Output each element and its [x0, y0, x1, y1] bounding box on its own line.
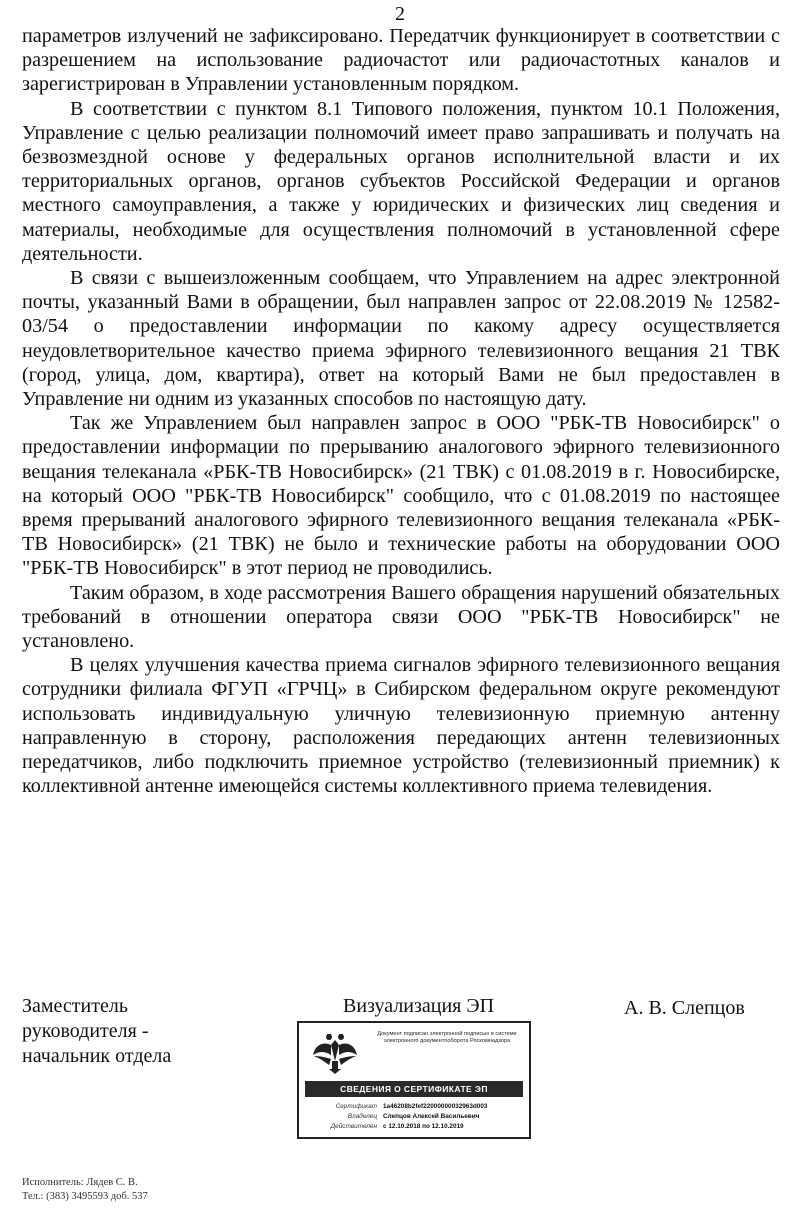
double-headed-eagle-icon [309, 1031, 361, 1075]
row-label: Владелец [347, 1113, 377, 1120]
certificate-row [305, 1102, 525, 1111]
certificate-row [305, 1122, 525, 1131]
paragraph: параметров излучений не зафиксировано. Передатчик функционирует в соответствии с разрешением на использование радиочастот или радиочастотных каналов и зарегистрирован в Управлении установленным порядком. [22, 25, 780, 96]
certificate-row [305, 1112, 525, 1121]
row-label: Действителен [330, 1123, 377, 1130]
position-line: руководителя - [22, 1020, 149, 1042]
executor-phone: Тел.: (383) 3495593 доб. 537 [22, 1191, 148, 1202]
e-signature-stamp [297, 1021, 531, 1139]
position-line: начальник отдела [22, 1045, 172, 1067]
signer-name: А. В. Слепцов [624, 997, 745, 1019]
position-line: Заместитель [22, 995, 128, 1017]
executor-name: Исполнитель: Лядев С. В. [22, 1177, 138, 1188]
certificate-header: СВЕДЕНИЯ О СЕРТИФИКАТЕ ЭП [305, 1081, 523, 1097]
row-value: Слепцов Алексей Васильевич [383, 1113, 480, 1120]
paragraph: В целях улучшения качества приема сигналов эфирного телевизионного вещания сотрудники филиала ФГУП «ГРЧЦ» в Сибирском федеральном округе рекомендуют использовать индивидуальную уличную телевизионную приемную антенну направленную в сторону, расположения передающих антенн телевизионных передатчиков, либо подключить приемное устройство (телевизионный приемник) к коллективной антенне имеющейся системы коллективного приема телевидения. [22, 654, 780, 798]
ep-visualization-label: Визуализация ЭП [343, 995, 495, 1017]
paragraph: Таким образом, в ходе рассмотрения Вашего обращения нарушений обязательных требований в отношении оператора связи ООО "РБК-ТВ Новосибирск" не установлено. [22, 581, 780, 653]
letter-body [22, 24, 780, 799]
paragraph: В соответствии с пунктом 8.1 Типового положения, пунктом 10.1 Положения, Управление с целью реализации полномочий имеет право запрашивать и получать на безвозмездной основе у федеральных органов исполнительной власти и их территориальных органов, органов субъектов Российской Федерации и органов местного самоуправления, а также у юридических и физических лиц сведения и материалы, необходимые для осуществления полномочий в установленной сфере деятельности. [22, 97, 780, 265]
row-value: 1a46208b2fef22000000032963d003 [383, 1103, 488, 1110]
paragraph: В связи с вышеизложенным сообщаем, что Управлением на адрес электронной почты, указанный Вами в обращении, был направлен запрос от 22.08.2019 № 12582-03/54 о предоставлении информации по какому адресу осуществляется неудовлетворительное качество приема эфирного телевизионного вещания 21 ТВК (город, улица, дом, квартира), ответ на который Вами не был предоставлен в Управление ни одним из указанных способов по настоящую дату. [22, 267, 780, 411]
row-value: с 12.10.2018 по 12.10.2019 [383, 1123, 464, 1130]
executor-footer [22, 1176, 148, 1204]
signatory-position [22, 994, 171, 1069]
paragraph: Так же Управлением был направлен запрос в ООО "РБК-ТВ Новосибирск" о предоставлении информации по прерыванию аналогового эфирного телевизионного вещания телеканала «РБК-ТВ Новосибирск» (21 ТВК) с 01.08.2019 в г. Новосибирске, на который ООО "РБК-ТВ Новосибирск" сообщило, что с 01.08.2019 по настоящее время прерываний аналогового эфирного телевизионного вещания телеканала «РБК-ТВ Новосибирск» (21 ТВК) не было и технические работы на оборудовании ООО "РБК-ТВ Новосибирск" в этот период не проводились. [22, 412, 780, 580]
stamp-note: Документ подписан электронной подписью в системе электронного документооборота Роскомнадзора [377, 1031, 517, 1044]
page-number: 2 [395, 3, 405, 25]
row-label: Сертификат [335, 1103, 377, 1110]
